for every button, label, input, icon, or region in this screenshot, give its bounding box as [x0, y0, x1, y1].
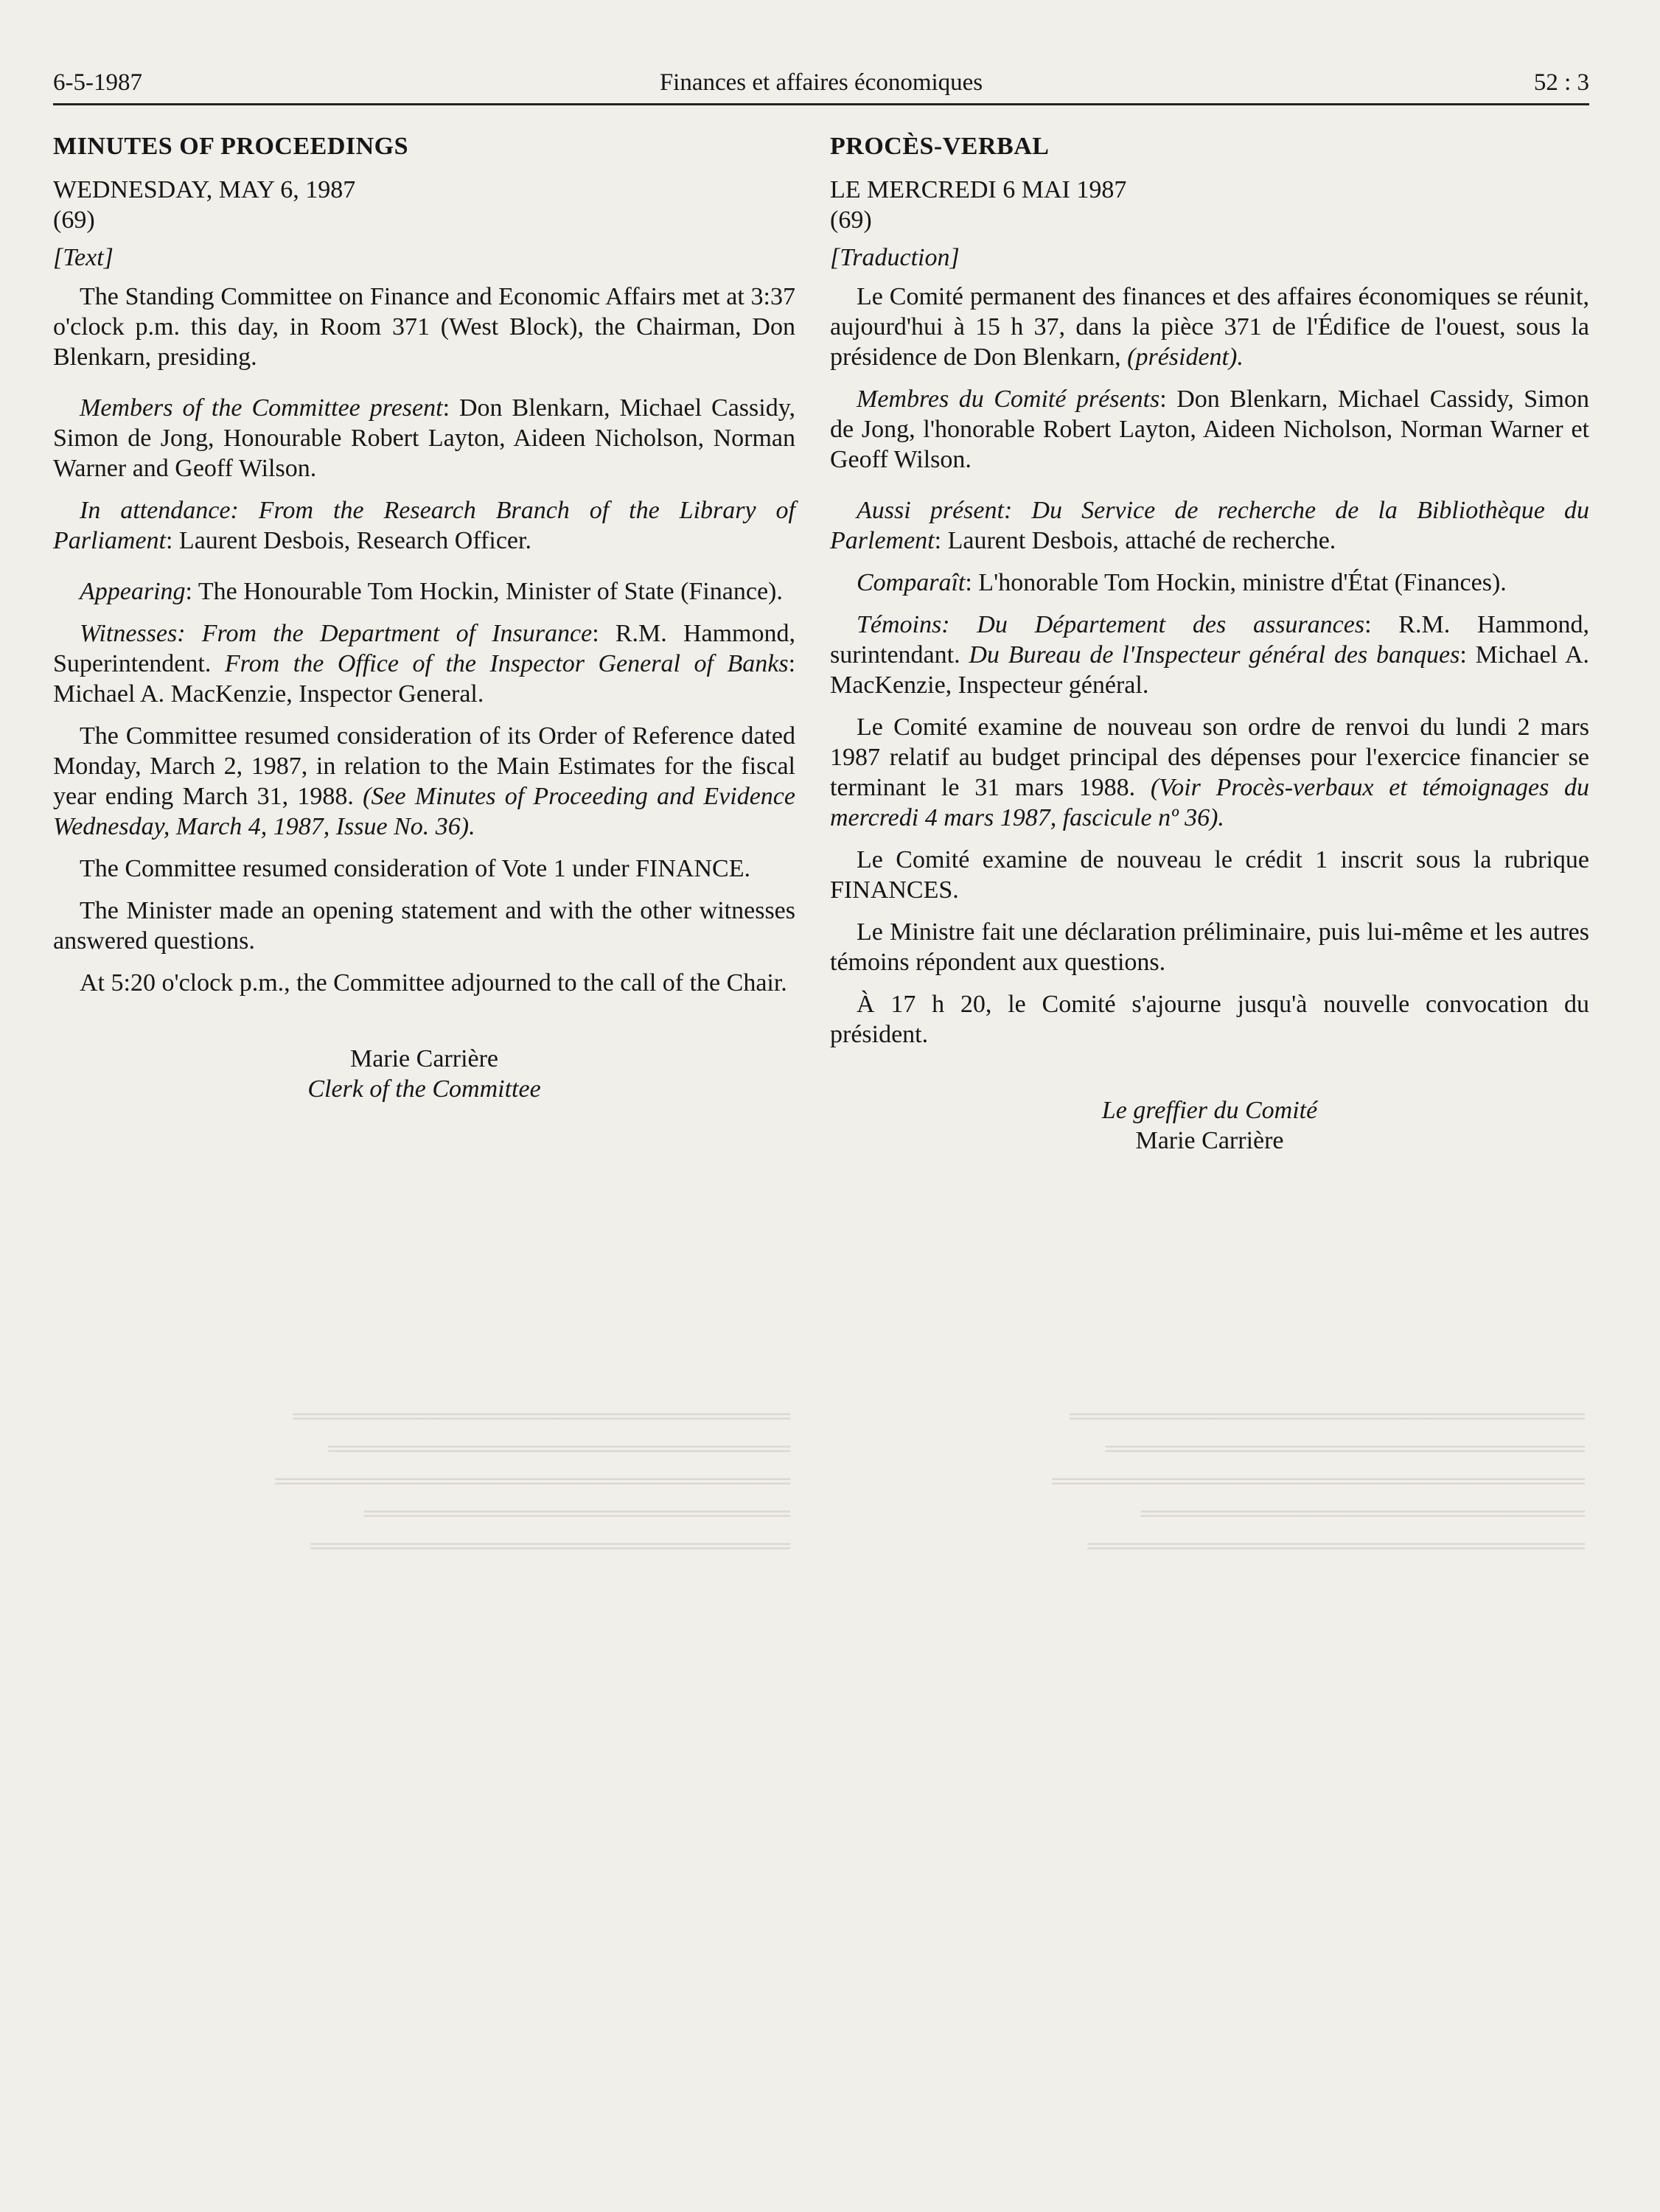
french-column [830, 131, 1589, 1156]
witnesses-label-2: From the Office of the Inspector General of Banks [224, 650, 789, 677]
appearing-label: Appearing [80, 578, 186, 605]
meeting-date: WEDNESDAY, MAY 6, 1987 [53, 176, 356, 203]
clerk-title: Clerk of the Committee [307, 1075, 541, 1103]
attendance-label: In attendance: From the Research Branch of the Library of Parliament [53, 497, 795, 554]
order-of-reference-fr [830, 712, 1589, 833]
opening-text-fr: Le Comité permanent des finances et des affaires économiques se réunit, aujourd'hui à 15 h 37, dans la pièce 371 de l'Édifice de l'ouest, sous la présidence de Don Blenkarn, [830, 283, 1589, 371]
order-text: The Committee resumed consideration of its Order of Reference dated Monday, March 2, 1987, in relation to the Main Estimates for the fiscal year ending March 31, 1988. [53, 722, 795, 810]
members-label: Members of the Committee present [80, 394, 443, 422]
witnesses-label-2-fr: Du Bureau de l'Inspecteur général des banques [969, 641, 1460, 669]
members-text: : Don Blenkarn, Michael Cassidy, Simon de Jong, Honourable Robert Layton, Aideen Nicholson, Norman Warner and Geoff Wilson. [53, 394, 796, 482]
witnesses-text-2: : Michael A. MacKenzie, Inspector General. [53, 650, 796, 708]
witnesses-label-1-fr: Témoins: Du Département des assurances [857, 611, 1365, 638]
vote-paragraph-fr: Le Comité examine de nouveau le crédit 1 inscrit sous la rubrique FINANCES. [830, 846, 1589, 904]
statement-paragraph-fr: Le Ministre fait une déclaration préliminaire, puis lui-même et les autres témoins répondent aux questions. [830, 918, 1589, 976]
witnesses-text-1: : R.M. Hammond, Superintendent. [53, 620, 795, 677]
translation-note: [Traduction] [830, 244, 960, 271]
in-attendance [53, 495, 795, 556]
english-column [53, 131, 795, 1104]
witnesses [53, 618, 795, 709]
reverse-side-show-through: ═════════════════════════════ ═══════════════════════════ ══════════════════════════════ ═════════════════════════ ════════════════════════════ [1052, 1403, 1585, 1560]
issue-number-fr: (69) [830, 206, 872, 234]
order-reference-fr: (Voir Procès-verbaux et témoignages du mercredi 4 mars 1987, fascicule nº 36). [830, 774, 1590, 831]
clerk-name-fr: Marie Carrière [1135, 1127, 1284, 1154]
running-header [53, 68, 1589, 102]
meeting-date-fr: LE MERCREDI 6 MAI 1987 [830, 176, 1127, 203]
witnesses-text-1-fr: : R.M. Hammond, surintendant. [830, 611, 1589, 669]
attendance-text-fr: : Laurent Desbois, attaché de recherche. [934, 527, 1336, 554]
clerk-title-fr: Le greffier du Comité [1101, 1097, 1318, 1124]
members-present-fr [830, 384, 1589, 475]
appearing-fr [830, 568, 1589, 598]
appearing-text-fr: : L'honorable Tom Hockin, ministre d'État (Finances). [965, 569, 1507, 596]
adjournment-paragraph-fr: À 17 h 20, le Comité s'ajourne jusqu'à nouvelle convocation du président. [830, 991, 1589, 1048]
members-label-fr: Membres du Comité présents [857, 385, 1160, 413]
adjournment-paragraph: At 5:20 o'clock p.m., the Committee adjourned to the call of the Chair. [80, 969, 787, 997]
minutes-heading: MINUTES OF PROCEEDINGS [53, 133, 409, 160]
order-of-reference [53, 721, 795, 842]
members-present [53, 393, 795, 484]
order-reference: (See Minutes of Proceeding and Evidence Wednesday, March 4, 1987, Issue No. 36). [53, 783, 795, 840]
attendance-text: : Laurent Desbois, Research Officer. [165, 527, 531, 554]
in-attendance-fr [830, 495, 1589, 556]
president-note-fr: (président). [1127, 343, 1244, 371]
header-date: 6-5-1987 [53, 69, 142, 96]
appearing-text: : The Honourable Tom Hockin, Minister of State (Finance). [185, 578, 783, 605]
text-note: [Text] [53, 244, 114, 271]
appearing-label-fr: Comparaît [857, 569, 966, 596]
issue-number: (69) [53, 206, 95, 234]
reverse-side-show-through: ════════════════════════════ ══════════════════════════ ═════════════════════════════ ════════════════════════ ═══════════════════════════ [275, 1403, 790, 1560]
members-text-fr: : Don Blenkarn, Michael Cassidy, Simon de Jong, l'honorable Robert Layton, Aideen Nicholson, Norman Warner et Geoff Wilson. [830, 385, 1590, 473]
appearing [53, 576, 795, 607]
proces-verbal-heading: PROCÈS-VERBAL [830, 133, 1050, 160]
witnesses-label-1: Witnesses: From the Department of Insurance [80, 620, 593, 647]
statement-paragraph: The Minister made an opening statement and with the other witnesses answered questions. [53, 897, 795, 955]
opening-paragraph-fr [830, 282, 1589, 372]
witnesses-fr [830, 610, 1589, 700]
opening-paragraph: The Standing Committee on Finance and Economic Affairs met at 3:37 o'clock p.m. this day, in Room 371 (West Block), the Chairman, Don Blenkarn, presiding. [53, 283, 795, 371]
attendance-label-fr: Aussi présent: Du Service de recherche de la Bibliothèque du Parlement [830, 497, 1589, 554]
header-rule [53, 103, 1589, 105]
order-text-fr: Le Comité examine de nouveau son ordre de renvoi du lundi 2 mars 1987 relatif au budget principal des dépenses pour l'exercice financier se terminant le 31 mars 1988. [830, 714, 1589, 801]
witnesses-text-2-fr: : Michael A. MacKenzie, Inspecteur général. [830, 641, 1589, 699]
header-page-number: 52 : 3 [1533, 69, 1589, 96]
clerk-name: Marie Carrière [349, 1045, 499, 1072]
header-title: Finances et affaires économiques [659, 69, 983, 96]
vote-paragraph: The Committee resumed consideration of Vote 1 under FINANCE. [80, 855, 750, 882]
